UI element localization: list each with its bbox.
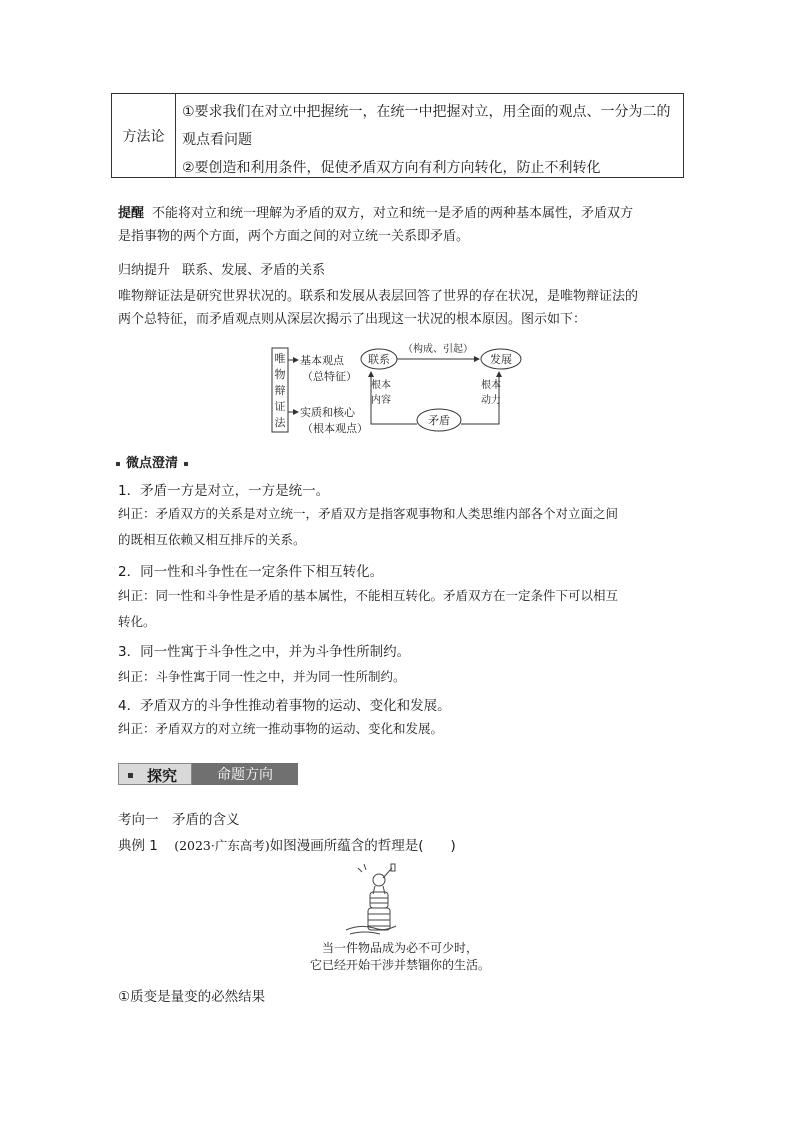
square-bullet-icon	[116, 462, 120, 466]
relation-label: （构成、引起）	[403, 344, 473, 355]
clarify-a3	[118, 664, 684, 690]
clarify-heading	[116, 452, 188, 471]
summary-heading	[118, 259, 684, 282]
direction-title: 考向一 矛盾的含义	[118, 812, 240, 828]
summary-paragraph	[118, 285, 684, 331]
square-bullet-icon	[184, 462, 188, 466]
banner-right-label: 命题方向	[192, 763, 298, 785]
reminder-label: 提醒	[118, 206, 145, 221]
clarify-a2-line2: 转化。	[118, 614, 156, 629]
clarify-a4-line1: 纠正：矛盾双方的对立统一推动事物的运动、变化和发展。	[118, 721, 444, 736]
root-power-2: 动力	[481, 395, 501, 406]
example-label: 典例 1	[118, 838, 158, 854]
vertical-char: 唯	[274, 352, 286, 365]
method-table	[111, 93, 684, 178]
root-content-1: 根本	[371, 380, 391, 391]
essence-label: 实质和核心	[300, 406, 355, 419]
explore-banner	[118, 763, 298, 785]
banner-left	[118, 763, 192, 785]
general-feature-label: （总特征）	[302, 370, 357, 383]
vertical-char: 法	[274, 416, 286, 429]
root-power-1: 根本	[481, 380, 501, 391]
method-line-3: ②要创造和利用条件，促使矛盾双方向有利方向转化，防止不利转化	[182, 160, 601, 176]
root-view-label: （根本观点）	[302, 422, 368, 435]
method-line-1: ①要求我们在对立中把握统一，在统一中把握对立，用全面的观点、一分为二的	[182, 104, 671, 120]
vertical-char: 物	[274, 368, 286, 381]
example-text: 如图漫画所蕴含的哲理是( )	[269, 838, 456, 854]
clarify-q1: 1．矛盾一方是对立，一方是统一。	[118, 483, 330, 499]
reminder-paragraph	[118, 202, 684, 248]
development-label: 发展	[490, 353, 512, 366]
clarify-a4	[118, 716, 684, 742]
reminder-line-2: 是指事物的两个方面，两个方面之间的对立统一关系即矛盾。	[118, 229, 470, 244]
option-1: ①质变是量变的必然结果	[118, 989, 266, 1005]
cartoon-caption	[300, 940, 500, 974]
clarify-a2	[118, 583, 684, 635]
clarify-a3-line1: 纠正：斗争性寓于同一性之中，并为同一性所制约。	[118, 669, 406, 684]
summary-title: 联系、发展、矛盾的关系	[182, 263, 326, 278]
banner-left-label: 探究	[147, 767, 178, 785]
clarify-title: 微点澄清	[126, 456, 179, 471]
clarify-q4: 4．矛盾双方的斗争性推动着事物的运动、变化和发展。	[118, 698, 451, 714]
cartoon-image	[340, 862, 420, 940]
basic-view-label: 基本观点	[300, 354, 344, 367]
summary-label: 归纳提升	[118, 263, 171, 278]
square-icon	[128, 773, 133, 778]
clarify-a1-line1: 纠正：矛盾双方的关系是对立统一，矛盾双方是指客观事物和人类思维内部各个对立面之间	[118, 506, 619, 521]
example-source: (2023·广东高考)	[174, 838, 270, 853]
example-line	[118, 834, 456, 854]
contradiction-label: 矛盾	[428, 414, 450, 427]
clarify-a2-line1: 纠正：同一性和斗争性是矛盾的基本属性，不能相互转化。矛盾双方在一定条件下可以相互	[118, 588, 619, 603]
relation-diagram	[270, 342, 532, 438]
cartoon-caption-2: 它已经开始干涉并禁锢你的生活。	[309, 958, 490, 972]
summary-line-2: 两个总特征，而矛盾观点则从深层次揭示了出现这一状况的根本原因。图示如下：	[118, 312, 587, 327]
cartoon-caption-1: 当一件物品成为必不可少时，	[321, 941, 478, 955]
root-content-2: 内容	[371, 395, 391, 406]
clarify-a1-line2: 的既相互依赖又相互排斥的关系。	[118, 532, 306, 547]
summary-line-1: 唯物辩证法是研究世界状况的。联系和发展从表层回答了世界的存在状况，是唯物辩证法的	[118, 289, 639, 304]
reminder-line-1: 不能将对立和统一理解为矛盾的双方，对立和统一是矛盾的两种基本属性，矛盾双方	[152, 206, 634, 221]
method-table-content	[182, 98, 682, 182]
clarify-a1	[118, 501, 684, 553]
vertical-char: 证	[274, 400, 286, 413]
method-table-header: 方法论	[112, 94, 176, 177]
clarify-q3: 3．同一性寓于斗争性之中，并为斗争性所制约。	[118, 644, 411, 660]
connection-label: 联系	[368, 353, 390, 366]
method-line-2: 观点看问题	[182, 132, 252, 148]
vertical-char: 辩	[274, 384, 286, 397]
clarify-q2: 2．同一性和斗争性在一定条件下相互转化。	[118, 564, 384, 580]
